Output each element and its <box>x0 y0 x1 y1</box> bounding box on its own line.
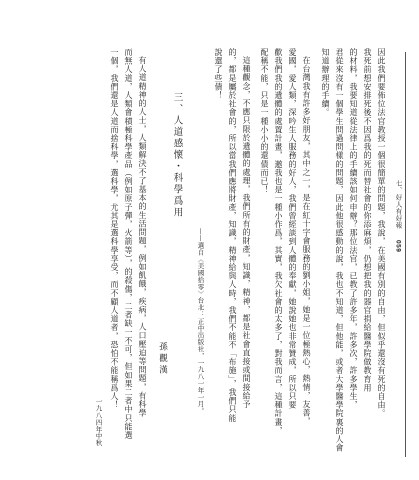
text-column: 因此我們要佈位法官教授一個很簡單的問題，我說，在美國有別的自由，但似乎還沒有死的自由。 <box>377 48 386 418</box>
text-column: 而無人道，人類會積極科學產品（例如原子彈，火箭等），的殺傷，二者缺一不可，但如果二者中只能選 <box>124 48 133 440</box>
text-column: 配稱不能，只是一種小小的還債而已！ <box>260 48 269 195</box>
text-column: 歡我們我的遺體的處置計畫，邀我也是一種小作爲，其實，我欠社會的太多了，對我而言，這種計畫， <box>274 48 283 435</box>
text-column: 有人道精神的人士，人類解決不了基本的生活問題，例如飢餓，疾病，人口壓迫等問題，有科學 <box>138 56 147 418</box>
text-column: 愛國，愛人類，深吟生人服務的好人，我們曾經談到人體的奉獻，她說她也非常贊成，所以只要 <box>288 48 297 410</box>
text-column: 君從來沒有一個學生問過問樣的問題，因此他很感動的說，我也不知道，但他能，或者大學醫學院裏的人會 <box>335 48 344 453</box>
text-column: 的，都是屬於社會的，所以當我們應將財產，知識，精神給與人時，我們不能不「布施」，我們只能 <box>228 48 237 423</box>
text-column: 一個，我們還是人道而捨科學，選科學，尤其是選科學享受，而不顧人道者，恐怕不能稱爲人！ <box>110 48 119 410</box>
text-column: 我死前想安排死後不因爲我的死而替社會的你添麻煩，仍想把我的器官捐給醫學院做教育用 <box>363 48 372 392</box>
page-number: 059 <box>394 240 402 253</box>
margin-rule <box>405 52 406 457</box>
text-column: 在台灣我有許多好朋友，其中之一，是在紅十字會服務的劉小姐，她是一位極熱心，熱情，友善， <box>302 56 311 426</box>
text-column: 這種觀念，不應只限於遺體的處理，我們所有的財產，知識，精神，都是社會直接或間接給予 <box>242 56 251 409</box>
essay-date: 一九八四年中秋 <box>94 398 103 447</box>
author-name: 孫觀漢 <box>157 342 168 377</box>
text-column: 的材料，我要知道從法律上的手續該如何申辦？那位法官，已教了許多年，許多次，許多學生， <box>349 48 358 410</box>
citation: ——選自〈美國拾零〉台北：正中出版社，一九八一年一月。 <box>196 228 205 415</box>
running-title: 七、好人有好報 <box>394 180 402 229</box>
essay-heading: 三、人道感懷・科學爲用 <box>171 92 183 219</box>
text-column: 說還了些債！ <box>214 48 223 100</box>
text-column: 知道辦理的手續。 <box>321 48 330 117</box>
